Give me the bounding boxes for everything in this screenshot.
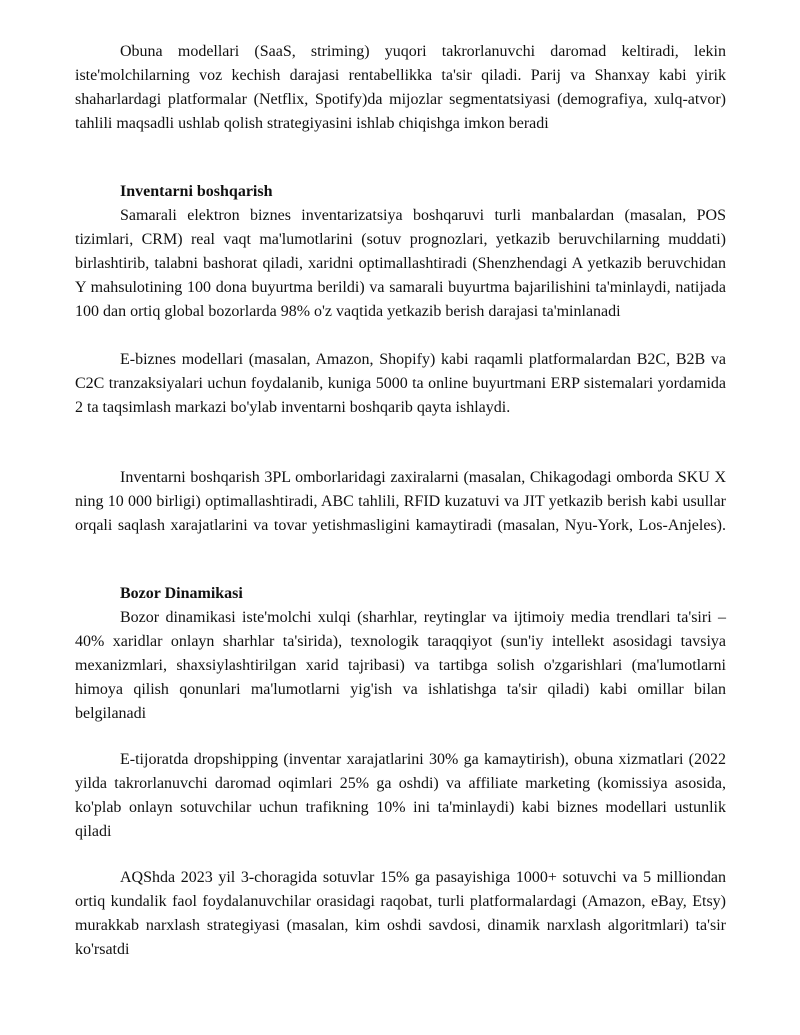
heading-market-dynamics: Bozor Dinamikasi	[120, 585, 243, 602]
paragraph-subscription-models: Obuna modellari (SaaS, striming) yuqori takrorlanuvchi daromad keltiradi, lekin iste'molchilarning voz kechish darajasi rentabellikka ta'sir qiladi. Parij va Shanxay kabi yirik shaharlardagi platformalar (Netflix, Spotify)da mijozlar segmentatsiyasi (demografiya, xulq-atvor) tahlili maqsadli ushlab qolish strategiyasini ishlab chiqishga imkon beradi	[75, 43, 726, 132]
paragraph-us-sales: AQShda 2023 yil 3-choragida sotuvlar 15% ga pasayishiga 1000+ sotuvchi va 5 milliondan ortiq kundalik faol foydalanuvchilar orasidagi raqobat, turli platformalardagi (Amazon, eBay, Etsy) murakkab narxlash strategiyasi (masalan, kim oshdi savdosi, dinamik narxlash algoritmlari) ta'sir ko'rsatdi	[75, 869, 726, 958]
paragraph-market-dynamics: Bozor dinamikasi iste'molchi xulqi (sharhlar, reytinglar va ijtimoiy media trendlari ta'siri – 40% xaridlar onlayn sharhlar ta'sirida), texnologik taraqqiyot (sun'iy intellekt asosidagi tavsiya mexanizmlari, shaxsiylashtirilgan xarid tajribasi) va tartibga solish o'zgarishlari (ma'lumotlarni himoya qilish qonunlari ma'lumotlarni yig'ish va ishlatishga ta'sir qiladi) kabi omillar bilan belgilanadi	[75, 609, 726, 722]
paragraph-3pl-warehouses: Inventarni boshqarish 3PL omborlaridagi zaxiralarni (masalan, Chikagodagi omborda SKU X ning 10 000 birligi) optimallashtiradi, ABC tahlili, RFID kuzatuvi va JIT yetkazib berish kabi usullar orqali saqlash xarajatlarini va tovar yetishmasligini kamaytiradi (masalan, Nyu-York, Los-Anjeles).	[75, 469, 726, 534]
paragraph-ebusiness-models: E-biznes modellari (masalan, Amazon, Shopify) kabi raqamli platformalardan B2C, B2B va C2C tranzaksiyalari uchun foydalanib, kuniga 5000 ta online buyurtmani ERP sistemalari yordamida 2 ta taqsimlash markazi bo'ylab inventarni boshqarib qayta ishlaydi.	[75, 351, 726, 416]
document-page	[75, 40, 726, 962]
heading-inventory-management: Inventarni boshqarish	[120, 183, 273, 200]
paragraph-ecommerce-models: E-tijoratda dropshipping (inventar xarajatlarini 30% ga kamaytirish), obuna xizmatlari (2022 yilda takrorlanuvchi daromad oqimlari 25% ga oshdi) va affiliate marketing (komissiya asosida, ko'plab onlayn sotuvchilar uchun trafikning 10% ini ta'minlaydi) kabi biznes modellari ustunlik qiladi	[75, 751, 726, 840]
paragraph-inventory-management: Samarali elektron biznes inventarizatsiya boshqaruvi turli manbalardan (masalan, POS tizimlari, CRM) real vaqt ma'lumotlarini (sotuv prognozlari, yetkazib beruvchilarning muddati) birlashtirib, talabni bashorat qiladi, xaridni optimallashtiradi (Shenzhendagi A yetkazib beruvchidan Y mahsulotining 100 dona buyurtma berildi) va samarali buyurtma bajarilishini ta'minlaydi, natijada 100 dan ortiq global bozorlarda 98% o'z vaqtida yetkazib berish darajasi ta'minlanadi	[75, 207, 726, 320]
